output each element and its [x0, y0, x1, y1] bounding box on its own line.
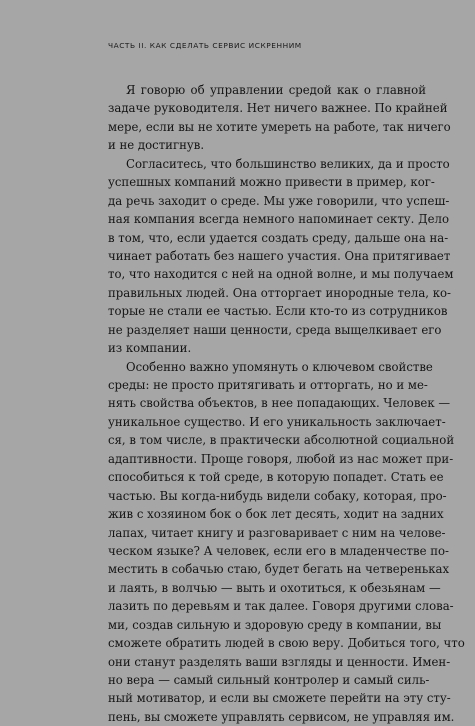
text-line: ся, в том числе, в практически абсолютной социальной	[108, 433, 455, 448]
text-line: сможете обратить людей в свою веру. Добиться того, что	[108, 636, 465, 651]
text-line: лазить по деревьям и так далее. Говоря другими слова-	[108, 599, 454, 614]
paragraph-1	[108, 81, 451, 155]
text-line: правильных людей. Она отторгает инородные тела, ко-	[108, 285, 452, 300]
text-line: то, что находится с ней на одной волне, и мы получаем	[108, 267, 454, 282]
text-line: мере, если вы не хотите умереть на работе, так ничего	[108, 119, 451, 134]
running-head: ЧАСТЬ II. КАК СДЕЛАТЬ СЕРВИС ИСКРЕННИМ	[108, 41, 302, 50]
paragraph-2	[108, 155, 454, 358]
text-line: из компании.	[108, 341, 192, 356]
text-line: и не достигнув.	[108, 138, 205, 153]
text-line: ный мотиватор, и если вы сможете перейти на эту сту-	[108, 691, 451, 706]
text-line: пень, вы сможете управлять сервисом, не управляя им.	[108, 709, 455, 724]
text-line: среды: не просто притягивать и отторгать, но и ме-	[108, 378, 428, 392]
text-line: местить в собачью стаю, будет бегать на четвереньках	[108, 562, 450, 577]
text-line: лапах, читает книгу и разговаривает с ним на челове-	[108, 525, 446, 540]
text-line: ческом языке? А человек, если его в младенчестве по-	[108, 543, 449, 558]
text-line: способиться к той среде, в которую попадет. Стать ее	[108, 470, 444, 485]
text-line: ми, создав сильную и здоровую среду в компании, вы	[108, 617, 442, 632]
text-line: Согласитесь, что большинство великих, да и просто	[126, 156, 450, 171]
text-line: но вера — самый сильный контролер и самый силь-	[108, 673, 430, 687]
body-text	[108, 81, 465, 726]
text-line: нять свойства объектов, в нее попадающих. Человек —	[108, 396, 451, 411]
text-line: да речь заходит о среде. Мы уже говорили, что успеш-	[108, 193, 450, 208]
text-line: чинает работать без нашего участия. Она притягивает	[108, 248, 451, 263]
text-line: они станут разделять ваши взгляды и ценности. Имен-	[108, 654, 451, 669]
text-line: в том, что, если удается создать среду, дальше она на-	[108, 230, 449, 245]
paragraph-3	[108, 358, 465, 726]
text-line: жив с хозяином бок о бок лет десять, ходит на задних	[108, 507, 444, 522]
text-line: уникальное существо. И его уникальность заключает-	[108, 414, 446, 429]
text-line: не разделяет наши ценности, среда выщелкивает его	[108, 322, 442, 337]
text-line: успешных компаний можно привести в пример, ког-	[108, 175, 435, 190]
text-line: ная компания всегда немного напоминает секту. Дело	[108, 212, 449, 227]
text-line: частью. Вы когда-нибудь видели собаку, которая, про-	[108, 488, 447, 503]
text-line: адаптивности. Проще говоря, любой из нас может при-	[108, 451, 454, 466]
text-line: Особенно важно упомянуть о ключевом свойстве	[126, 359, 433, 374]
text-line: торые не стали ее частью. Если кто-то из сотрудников	[108, 304, 448, 319]
text-line: Я говорю об управлении средой как о главной	[126, 83, 426, 97]
text-line: и лаять, в волчью — выть и охотиться, к обезьянам —	[108, 580, 441, 595]
text-line: задаче руководителя. Нет ничего важнее. По крайней	[108, 101, 448, 116]
